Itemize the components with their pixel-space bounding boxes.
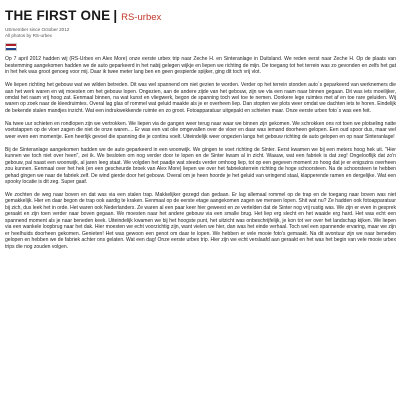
article-page (5, 8, 396, 398)
author-meta (5, 27, 396, 38)
article-paragraph: Bij de Sinteranlage aangekomen hadden we de auto geparkeerd in een woonwijk. We gingen te voet richting de Sinter. Eerst kwamen we bij een meters hoog hek uit. "Hier kunnen we toch niet over heen", zei ik. We besloten om nog verder door te lopen en de Sinter kwam al in zicht. Waauw, wat een fabriek is dat zeg! Ongelooflijk dat zo'n gebouw, pal naast een woonwijk, al jaren leeg staat. We volgden het paadje wat steeds verder omhoog liep, tot op een gegeven moment zo hoog dat je er enigszins overheen zou kunnen. Eenmaal over het hek (en een gescheurde broek van Alex More) liepen we over het fabrieksterrein richting de hoge schoorsteen. Na de schoorsteen te hebben gehad gingen we naar de fabriek zelf. De wind gierde door het gebouw. Overal om je heen hoorde je het geluid van wringend staal, klapperende ramen en dergelijke. Wat een spooky locatie is dit zeg. Super gaaf. (5, 146, 396, 186)
member-since-text: UEmember since October 2012 (5, 27, 70, 32)
page-title: THE FIRST ONE (5, 8, 111, 23)
title-separator: | (113, 8, 118, 23)
article-paragraph: We zochten de weg naar boven en dat was via een stalen trap. Makkelijker gezegd dan gedaan. Er lag allemaal rommel op de trap en de toegang naar boven was niet gemakkelijk. Hier en daar begon de trap ook aardig te kraken. Eenmaal op de eerste etage aangekomen zagen we mensen lopen. Shit wat nu? Ze hadden ook fotoapparatuur bij zich, dus leek het in orde. Het waren ook Nederlanders. Ze waren al een paar keer hier geweest en ze vertelden dat de Sinter nog vrij rustig was. We zijn er even in gesprek geraakt en zijn toen verder naar boven gegaan. We moesten naar het andere gebouw via een smalle brug. Het liep erg slecht en het waaide erg hard. Het was echt een spannend moment als je naar beneden keek. Uiteindelijk kwamen we bij het hoogste punt, het uitzicht was onbeschrijfelijk, je kon tot ver over het landschap kijken. We liepen via een wankele loopbrug naar het dak. Hier moesten we echt voorzichtig zijn, want vielen we hier, dan was het einde verhaal. Toch wel een spannende ervaring, maar we zijn er heelhuids doorheen gekomen. Genieten! Het was gewoon een genot om daar te lopen. We hebben er vele mooie foto's gemaakt. Na dit avontuur zijn we naar beneden gelopen en hebben we de fabriek achter ons gelaten. Wat een dag! Onze eerste urbex trip. Hier zijn we echt verslaafd aan geraakt en het was het begin van vele mooie urbex trips die nog zouden volgen. (5, 191, 396, 250)
photos-by-text: All photos by RS-urbex (5, 32, 52, 38)
article-paragraph: We liepen richting het gebouw wat we wilden betreden. Dit was wel spannend om niet gezien te worden. Verder op het terrein stonden auto´s geparkeerd van werknemers die aan het werk waren en wij moesten om het gebouw lopen. Ongezien, aan de andere zijde van het gebouw, zijn we via een raam naar binnen gegaan. Dit was iets moeilijker, omdat het raam vrij hoog zat. Eenmaal binnen, na wat kunst en vliegwerk, begon de spanning toch wel toe te nemen. Donkere lege ruimtes met af en toe rare geluiden. Wij waren op zoek naar de kleedruimtes. Overal lag glas of rommel wat geluid maakte als je er overheen liep. Dan stopten we plots weer omdat we dachten iets te horen. Eindelijk de bekende stalen mandjes inzicht. Wat een indrukwekkende ruimte en zo groot. Fotoapparatuur uitgepakt en schieten maar. Onze eerste urbex foto´s was een feit. (5, 82, 396, 114)
article-body (5, 56, 396, 250)
article-paragraph: Op 7 april 2012 hadden wij (RS-Urbex en Alex More) onze eerste urbex trip naar Zeche H. en Sinteranlage in Duitsland. We reden eerst naar Zeche H. Op de plaats van bestemming aangekomen hadden we de auto geparkeerd in het nabij gelegen wijkje en liepen we richting de mijn. De toegang tot het terrein was zo gevonden en zelfs het gat in het hek was groot genoeg voor mij. Daar ik twee meter lang ben en geen gespierde spijker, ging dit toch vrij vlot. (5, 56, 396, 76)
article-paragraph: Na twee uur schieten en rondlopen zijn we vertrokken. We liepen via de gangen weer terug naar waar we binnen zijn gekomen. We schrokken ons rot toen we plotseling natte voetstappen op de vloer zagen die niet de onze waren.... Er was een vat olie omgevallen over de vloer en daar was iemand doorheen gelopen. Een oud spoor dus, maar wel weer even een momentje. Een heerlijk gevoel die spanning die je continu voelt. Uiteindelijk weer ongezien langs het gebouw richting de auto gelopen en op naar Sinteranlage! (5, 120, 396, 140)
netherlands-flag-icon (5, 43, 17, 51)
title-row (5, 8, 396, 23)
author-name: RS-urbex (121, 12, 162, 23)
flag-stripe-blue (6, 48, 16, 50)
